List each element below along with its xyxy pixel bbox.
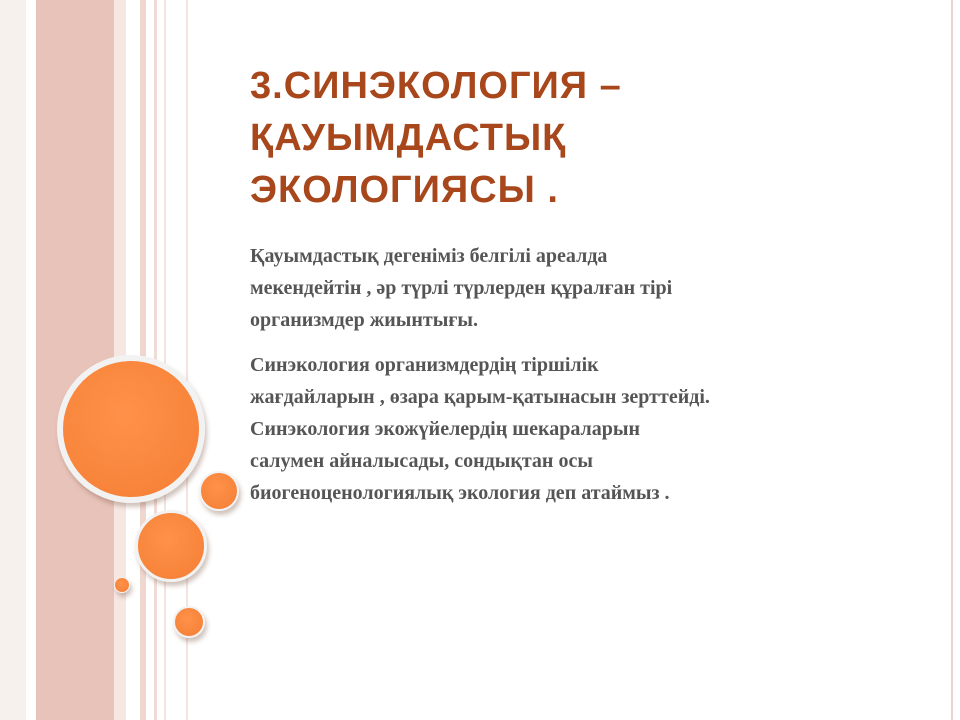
slide-title-line: 3.СИНЭКОЛОГИЯ – bbox=[250, 65, 622, 107]
paragraph-description bbox=[250, 349, 910, 509]
text-line: мекендейтін , әр түрлі түрлерден құралған тірі bbox=[250, 277, 673, 299]
slide-title bbox=[250, 60, 870, 216]
text-line: Синэкология организмдердің тіршілік bbox=[250, 354, 599, 376]
slide-title-line: ЭКОЛОГИЯСЫ . bbox=[250, 169, 559, 211]
text-line: Синэкология экожүйелердің шекараларын bbox=[250, 418, 640, 440]
decorative-circle-small bbox=[199, 471, 239, 511]
decorative-stripe bbox=[0, 0, 26, 720]
decorative-frame-line bbox=[951, 0, 953, 720]
slide-title-line: ҚАУЫМДАСТЫҚ bbox=[250, 117, 567, 159]
text-line: жағдайларын , өзара қарым-қатынасын зерттейді. bbox=[250, 386, 710, 408]
decorative-stripe bbox=[26, 0, 36, 720]
text-line: биогеноценологиялық экология деп атаймыз . bbox=[250, 482, 670, 504]
text-line: салумен айналысады, сондықтан осы bbox=[250, 450, 593, 472]
text-line: Қауымдастық дегеніміз белгілі ареалда bbox=[250, 245, 608, 267]
text-line: организмдер жиынтығы. bbox=[250, 309, 479, 331]
decorative-circle-medium bbox=[135, 510, 207, 582]
decorative-circle-large bbox=[57, 355, 205, 503]
decorative-circle-tiny bbox=[114, 577, 130, 593]
slide-body bbox=[250, 240, 910, 522]
decorative-stripe bbox=[164, 0, 166, 720]
decorative-circle-small bbox=[173, 606, 205, 638]
paragraph-definition bbox=[250, 240, 910, 336]
